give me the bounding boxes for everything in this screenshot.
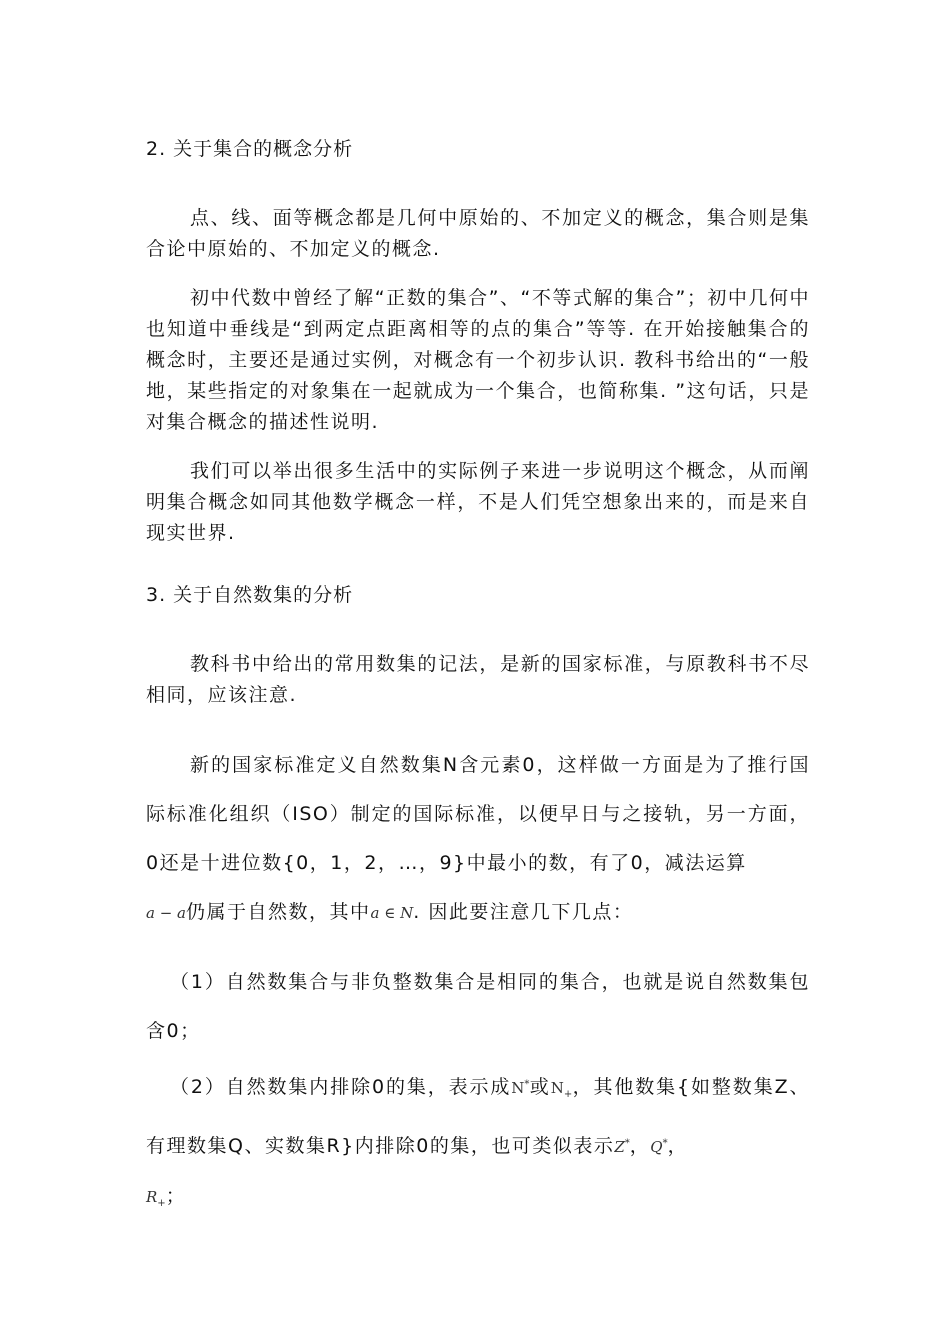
formula-a-in-n: a ∈ N [370, 904, 414, 922]
section-3-paragraph-1: 教科书中给出的常用数集的记法，是新的国家标准，与原教科书不尽相同，应该注意. [146, 653, 810, 706]
formula-a-minus-a: a − a [146, 904, 186, 922]
section-2-paragraph-1: 点、线、面等概念都是几何中原始的、不加定义的概念，集合则是集合论中原始的、不加定义的概念. [146, 207, 810, 260]
symbol-q-star: Q* [650, 1138, 668, 1156]
symbol-n-plus: $N_+$ [550, 1079, 573, 1100]
symbol-n-star: N* [511, 1079, 530, 1097]
section-2-heading: 2. 关于集合的概念分析 [146, 138, 354, 160]
item-text: 或 [529, 1076, 551, 1098]
item-text: ，其他数集{如整数集Z、有理数集Q、实数集R}内排除0的集，也可类似表示 [146, 1076, 810, 1157]
paragraph-text: 新的国家标准定义自然数集N含元素0，这样做一方面是为了推行国际标准化组织（ISO）制定的国际标准，以便早日与之接轨，另一方面，0还是十进位数{0，1，2，…，9}中最小的数，有了0，减法运算 [146, 754, 810, 874]
section-3-paragraph-2 [146, 741, 810, 938]
section-2-paragraph-2: 初中代数中曾经了解“正数的集合”、“不等式解的集合”；初中几何中也知道中垂线是“到两定点距离相等的点的集合”等等. 在开始接触集合的概念时，主要还是通过实例，对概念有一个初步认识. 教科书给出的“一般地，某些指定的对象集在一起就成为一个集合，也简称集. ”这句话，只是对集合概念的描述性说明. [146, 287, 810, 433]
list-item-2 [146, 1060, 810, 1228]
item-text: ， [667, 1135, 689, 1157]
paragraph-text: 仍属于自然数，其中 [186, 901, 371, 923]
paragraph-text: . 因此要注意几下几点： [413, 901, 634, 923]
section-2-paragraph-3: 我们可以举出很多生活中的实际例子来进一步说明这个概念，从而阐明集合概念如同其他数学概念一样，不是人们凭空想象出来的，而是来自现实世界. [146, 460, 810, 544]
symbol-r-plus: $R_+$ [146, 1188, 166, 1209]
section-3-heading: 3. 关于自然数集的分析 [146, 584, 354, 606]
item-text: ； [165, 1185, 187, 1207]
item-text: （2）自然数集内排除0的集，表示成 [170, 1076, 512, 1098]
document-body [146, 133, 810, 1228]
item-text: ， [629, 1135, 651, 1157]
list-item-1: （1）自然数集合与非负整数集合是相同的集合，也就是说自然数集包含0； [146, 971, 810, 1042]
symbol-z-star: Z* [614, 1138, 630, 1156]
